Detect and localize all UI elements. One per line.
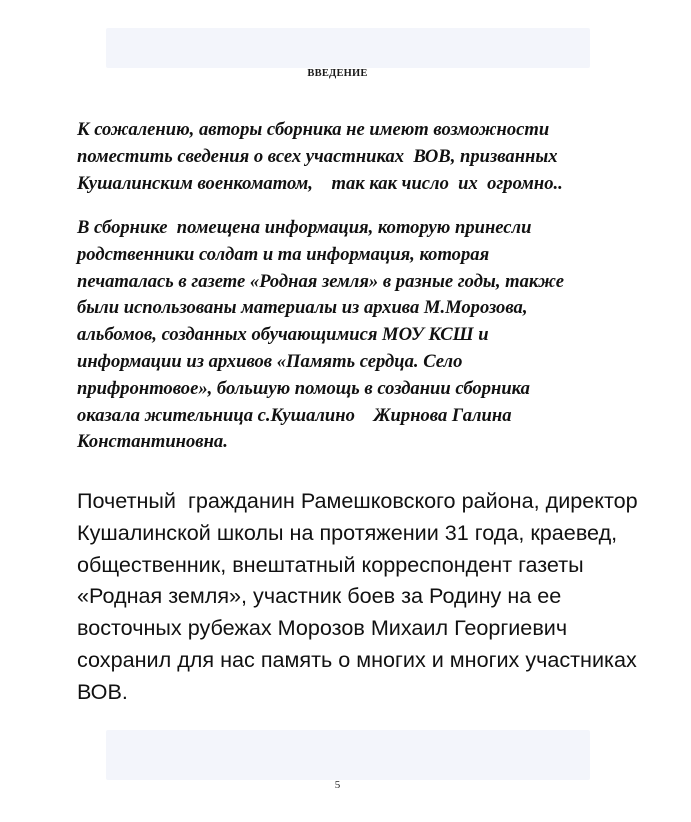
paragraph-line: печаталась в газете «Родная земля» в разные годы, также	[77, 270, 565, 292]
paragraph-line: К сожалению, авторы сборника не имеют возможности	[77, 119, 550, 140]
paragraph-line: информации из архивов «Память сердца. Село	[77, 350, 463, 372]
paragraph-line: альбомов, созданных обучающимися МОУ КСШ и	[77, 324, 489, 346]
paragraph-line: сохранил для нас память о многих и многих участниках	[77, 646, 637, 672]
paragraph-line: «Родная земля», участник боев за Родину на ее	[77, 583, 562, 609]
paragraph-line: В сборнике помещена информация, которую принесли	[77, 217, 532, 238]
scan-shadow-bottom	[106, 730, 590, 780]
paragraph-line: прифронтовое», большую помощь в создании сборника	[77, 377, 530, 399]
paragraph-line: Кушалинским военкоматом, так как число их огромно..	[77, 172, 563, 194]
paragraph-line: восточных рубежах Морозов Михаил Георгиевич	[77, 615, 568, 641]
paragraph-line: были использованы материалы из архива М.Морозова,	[77, 297, 528, 319]
paragraph-line: общественник, внештатный корреспондент газеты	[77, 551, 584, 577]
section-heading: ВВЕДЕНИЕ	[307, 68, 368, 79]
page-number: 5	[334, 779, 341, 791]
scan-shadow-top	[106, 28, 590, 68]
paragraph-line: родственники солдат и та информация, которая	[77, 243, 490, 265]
intro-paragraph-2	[77, 215, 657, 456]
paragraph-line: Почетный гражданин Рамешковского района, директор	[77, 488, 638, 513]
paragraph-line: поместить сведения о всех участниках ВОВ, призванных	[77, 145, 558, 167]
paragraph-line: Кушалинской школы на протяжении 31 года, краевед,	[77, 519, 618, 545]
intro-paragraph-1	[77, 117, 657, 197]
paragraph-line: Константиновна.	[77, 431, 228, 453]
paragraph-line: ВОВ.	[77, 678, 128, 704]
paragraph-line: оказала жительница с.Кушалино Жирнова Галина	[77, 404, 512, 426]
morozov-paragraph	[77, 485, 677, 708]
